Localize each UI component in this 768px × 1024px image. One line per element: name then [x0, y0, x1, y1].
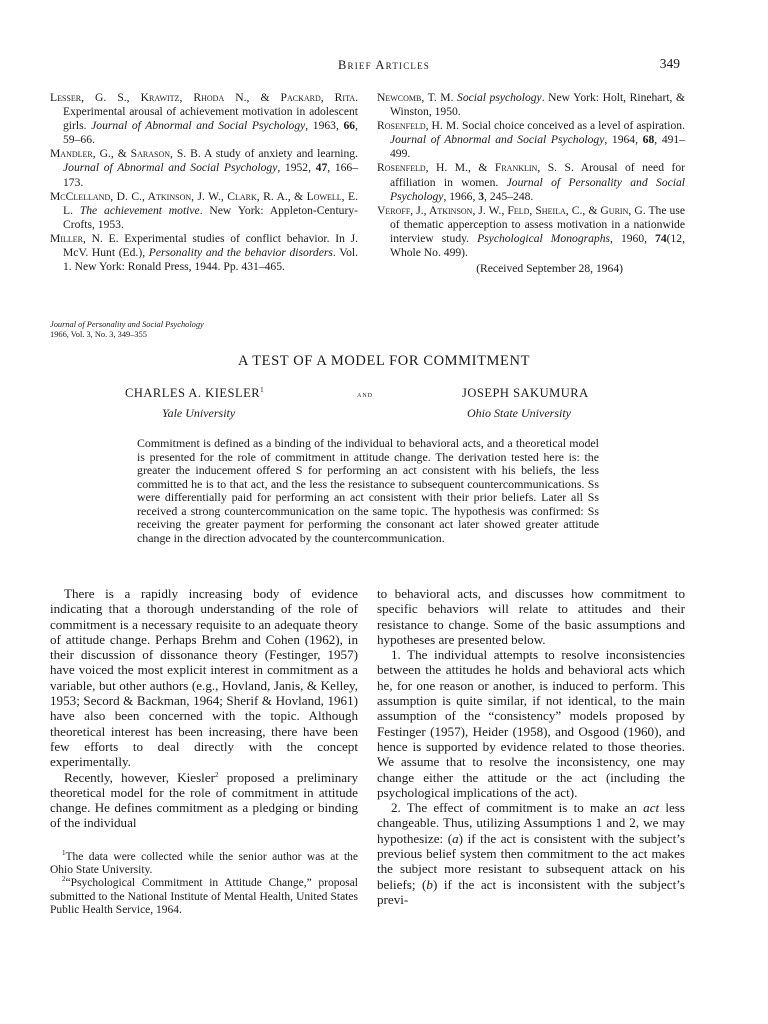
- body-paragraph: 2. The effect of commitment is to make an act less changeable. Thus, utilizing Assumptions 1 and 2, we may hypothesize: (a) if the act is consistent with the subject’s previous belief system then commitment to the act makes the subject more resistant to subsequent attack on his beliefs; (b) if the act is inconsistent with the subject’s previ-: [377, 800, 685, 907]
- body-paragraph: 1. The individual attempts to resolve inconsistencies between the attitudes he holds and behavioral acts which he, for one reason or another, is induced to perform. This assumption is quite similar, if not identical, to the main assumption of the “consistency” models proposed by Festinger (1957), Heider (1958), and Osgood (1960), and hence is supported by evidence related to those theories. We assume that to resolve the inconsistency, one may change either the attitude or the act (including the psychological implications of the act).: [377, 647, 685, 800]
- footnote: $^2$“Psychological Commitment in Attitude Change,” proposal submitted to the National Institute of Mental Health, United States Public Health Service, 1964.: [50, 875, 358, 916]
- author-conjunction: and: [357, 389, 373, 399]
- author-1: CHARLES A. KIESLER$^1$: [125, 386, 265, 400]
- running-title: Brief Articles: [337, 58, 431, 72]
- reference-item: Mandler, G., & Sarason, S. B. A study of anxiety and learning. Journal of Abnormal and Social Psychology, 1952, 47, 166–173.: [50, 147, 359, 189]
- journal-name: Journal of Personality and Social Psychology: [50, 320, 204, 329]
- reference-item: Rosenfeld, H. M., & Franklin, S. S. Arousal of need for affiliation in women. Journal of Personality and Social Psychology, 1966, 3, 245–248.: [377, 161, 685, 203]
- footnote-marker: 1: [260, 386, 265, 394]
- body-column-right: [377, 586, 685, 907]
- reference-item: McClelland, D. C., Atkinson, J. W., Clark, R. A., & Lowell, E. L. The achievement motive. New York: Appleton-Century-Crofts, 1953.: [50, 189, 358, 231]
- received-date: (Received September 28, 1964): [476, 262, 623, 276]
- body-column-left: [50, 586, 358, 831]
- reference-item: Veroff, J., Atkinson, J. W., Feld, Sheila, C., & Gurin, G. The use of thematic apperception to assess motivation in a nationwide interview study. Psychological Monographs, 1960, 74(12, Whole No. 499).: [377, 203, 685, 260]
- reference-item: Rosenfeld, H. M. Social choice conceived as a level of aspiration. Journal of Abnormal and Social Psychology, 1964, 68, 491–499.: [377, 119, 686, 161]
- body-paragraph: to behavioral acts, and discusses how commitment to specific behaviors will relate to attitudes and their resistance to change. Some of the basic assumptions and hypotheses are presented below.: [377, 586, 685, 647]
- body-paragraph: Recently, however, Kiesler$^2$ proposed a preliminary theoretical model for the role of commitment in attitude change. He defines commitment as a pledging or binding of the individual: [50, 769, 358, 831]
- article-title: A TEST OF A MODEL FOR COMMITMENT: [237, 353, 531, 369]
- affiliation-2: Ohio State University: [467, 406, 571, 420]
- references-left: [50, 91, 358, 274]
- footnotes: [50, 851, 358, 917]
- footnote-marker: 2: [215, 770, 219, 779]
- affiliation-1: Yale University: [162, 406, 236, 420]
- reference-item: Lesser, G. S., Krawitz, Rhoda N., & Packard, Rita. Experimental arousal of achievement motivation in adolescent girls. Journal of Abnormal and Social Psychology, 1963, 66, 59–66.: [50, 91, 358, 147]
- reference-item: Miller, N. E. Experimental studies of conflict behavior. In J. McV. Hunt (Ed.), Personality and the behavior disorders. Vol. 1. New York: Ronald Press, 1944. Pp. 431–465.: [50, 231, 358, 274]
- running-head: [0, 58, 768, 76]
- references-right: [377, 91, 685, 276]
- journal-citation: [50, 320, 204, 339]
- page-number: 349: [659, 56, 680, 71]
- abstract: Commitment is defined as a binding of the individual to behavioral acts, and a theoretical model is presented for the role of commitment in attitude change. The derivation tested here is: the greater the inducement offered S for performing an act consistent with his beliefs, the less committed he is to that act, and the less the resistance to subsequent countercommunications. Ss were differentially paid for performing an act consistent with their prior beliefs. Later all Ss received a strong countercommunication on the same topic. The hypothesis was confirmed: Ss receiving the greater payment for performing the consonant act later showed greater attitude change in the direction advocated by the countercommunication.: [137, 436, 599, 545]
- footnote: $^1$The data were collected while the senior author was at the Ohio State University.: [50, 849, 358, 877]
- author-2: JOSEPH SAKUMURA: [462, 386, 589, 400]
- reference-item: Newcomb, T. M. Social psychology. New York: Holt, Rinehart, & Winston, 1950.: [377, 91, 685, 119]
- journal-volume: 1966, Vol. 3, No. 3, 349–355: [50, 329, 147, 339]
- body-paragraph: There is a rapidly increasing body of evidence indicating that a thorough understanding of the role of commitment is a necessary requisite to an adequate theory of attitude change. Perhaps Brehm and Cohen (1962), in their discussion of dissonance theory (Festinger, 1957) have voiced the most explicit interest in commitment as a variable, but other authors (e.g., Hovland, Janis, & Kelley, 1953; Secord & Backman, 1964; Sherif & Hovland, 1961) have also been concerned with the topic. Although theoretical interest has been increasing, there have been few efforts to deal directly with the concept experimentally.: [50, 586, 358, 770]
